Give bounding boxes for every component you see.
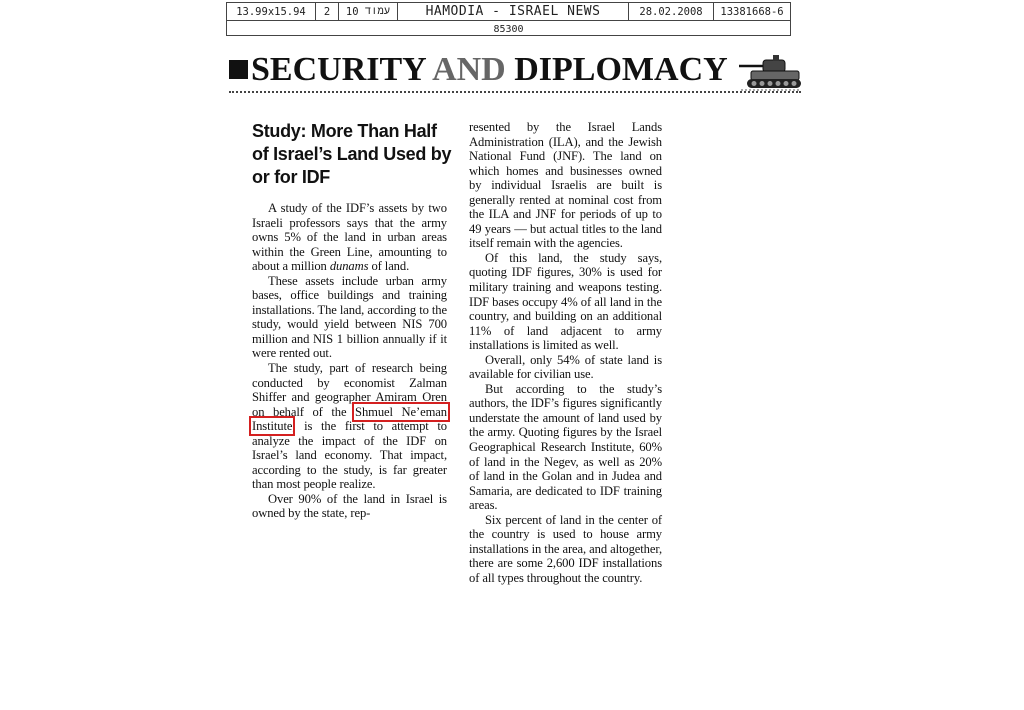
clip-item-id: 13381668-6 xyxy=(720,5,784,18)
col1-p1-italic: dunams xyxy=(329,259,369,274)
col1-paragraph-4: Over 90% of the land in Israel is owned by the state, rep- xyxy=(252,491,447,521)
col1-p3-text-b: , is the first to attempt to analyze the impact of the IDF on Israel’s land economy. That impact, according to the study, is far greater than most people realize. xyxy=(252,419,447,492)
section-title-diplomacy: DIPLOMACY xyxy=(505,51,728,88)
highlighted-institute-name[interactable]: Shmuel Ne’eman Institute xyxy=(252,404,447,434)
clip-columns: 2 xyxy=(316,3,339,20)
col1-paragraph-3 xyxy=(252,361,447,492)
clip-subject-code: 85300 xyxy=(493,23,524,35)
article-column-1 xyxy=(252,201,447,521)
clip-size: 13.99x15.94 xyxy=(227,3,316,20)
section-title xyxy=(251,50,728,90)
clip-page-word: עמוד xyxy=(364,5,391,17)
article-column-2 xyxy=(469,120,662,586)
clip-date: 28.02.2008 xyxy=(629,3,714,20)
banner-dotted-rule xyxy=(229,91,801,93)
clipping-header xyxy=(226,2,791,36)
col1-p1-text-b: of land. xyxy=(368,259,410,274)
col1-p3-text-a: The study, part of research being conducted by economist Zalman Shiffer and geographer Amiram Oren on behalf of the xyxy=(252,361,447,419)
section-title-security: SECURITY xyxy=(251,51,433,88)
col1-p1-text-a: A study of the IDF’s assets by two Israeli professors says that the army owns 5% of the land in urban areas within the Green Line, amounting to about a million xyxy=(252,201,447,274)
clip-publication: HAMODIA - ISRAEL NEWS xyxy=(398,3,629,20)
section-banner xyxy=(229,50,805,94)
col2-paragraph-2: Of this land, the study says, quoting IDF figures, 30% is used for military training and weapons testing. IDF bases occupy 4% of all land in the country, and building on an additional 11% of land adjacent to army installations is limited as well. xyxy=(469,250,662,353)
article-headline: Study: More Than Half of Israel’s Land Used by or for IDF xyxy=(252,121,452,187)
section-title-and: AND xyxy=(432,51,506,88)
clipping-header-row xyxy=(227,3,790,21)
col2-paragraph-1: resented by the Israel Lands Administration (ILA), and the Jewish National Fund (JNF). The land on which homes and businesses owned by individual Israelis are built is generally rented at nominal cost from the ILA and JNF for periods of up to 49 years — but actual titles to the land itself remain with the agencies. xyxy=(469,120,662,251)
col1-paragraph-2: These assets include urban army bases, office buildings and training installations. The land, according to the study, would yield between NIS 700 million and NIS 1 billion annually if it were rented out. xyxy=(252,273,447,361)
tank-icon xyxy=(737,52,803,92)
col2-paragraph-4: But according to the study’s authors, the IDF’s figures significantly understate the amount of land used by the army. Quoting figures by the Israel Geographical Research Institute, 60% of land in the Negev, as well as 20% of land in the Golan and in Judea and Samaria, are dedicated to IDF training areas. xyxy=(469,381,662,513)
col2-paragraph-3: Overall, only 54% of state land is available for civilian use. xyxy=(469,352,662,382)
banner-square-bullet xyxy=(229,60,248,79)
clip-page xyxy=(339,3,398,20)
col1-paragraph-1 xyxy=(252,201,447,274)
col2-paragraph-5: Six percent of land in the center of the country is used to house army installations in the area, and altogether, there are some 2,600 IDF installations of all types throughout the country. xyxy=(469,512,662,585)
clip-page-number: 10 xyxy=(345,5,359,18)
